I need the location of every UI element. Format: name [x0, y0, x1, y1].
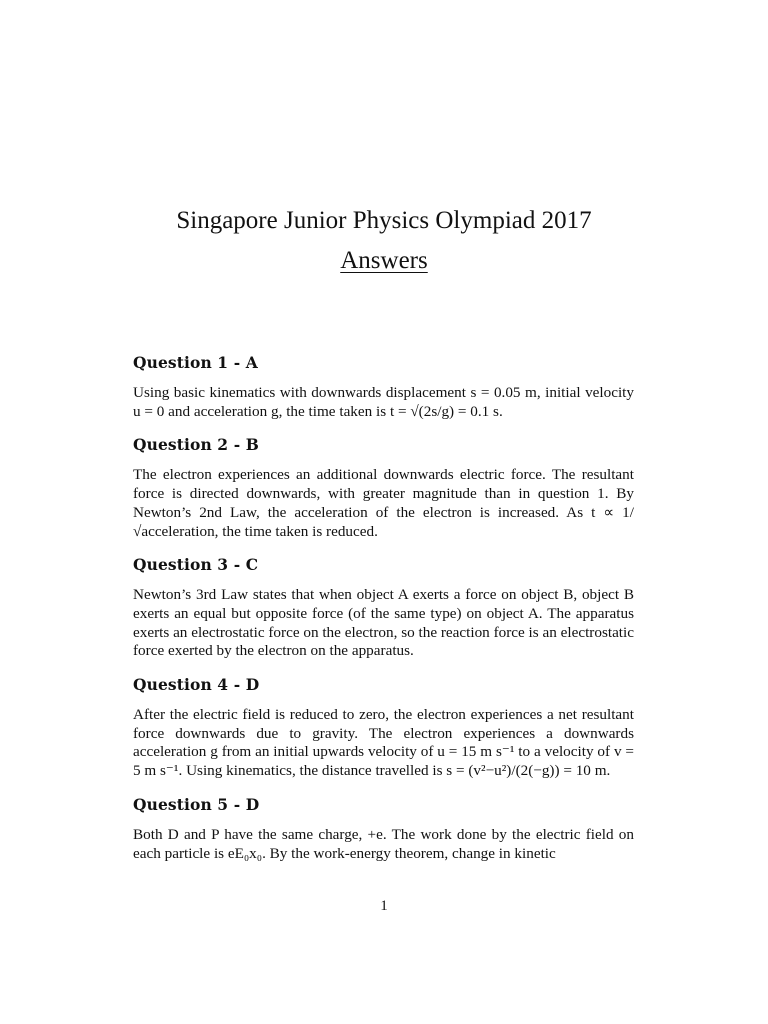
- question-heading: Question 2 - B: [133, 435, 259, 455]
- question-body: Using basic kinematics with downwards displacement s = 0.05 m, initial velocity u = 0 and acceleration g, the time taken is t = √(2s/g) = 0.1 s.: [133, 384, 634, 420]
- question-4: [133, 674, 634, 781]
- question-3: [133, 554, 634, 661]
- question-heading: Question 4 - D: [133, 675, 260, 695]
- question-body: Newton’s 3rd Law states that when object A exerts a force on object B, object B exerts an equal but opposite force (of the same type) on object A. The apparatus exerts an electrostatic force on the electron, so the reaction force is an electrostatic force exerted by the electron on the apparatus.: [133, 586, 634, 660]
- question-5: [133, 794, 634, 863]
- question-2: [133, 434, 634, 541]
- question-heading: Question 3 - C: [133, 555, 259, 575]
- page-number: 1: [380, 898, 388, 914]
- subtitle-text: Answers: [340, 247, 428, 274]
- document-title: Singapore Junior Physics Olympiad 2017: [176, 207, 592, 234]
- question-heading: Question 1 - A: [133, 353, 258, 372]
- question-body: Both D and P have the same charge, +e. The work done by the electric field on each particle is eE₀x₀. By the work-energy theorem, change in kinetic: [133, 825, 634, 862]
- document-subtitle: [0, 244, 768, 278]
- answers-list: [133, 352, 634, 876]
- question-body: The electron experiences an additional downwards electric force. The resultant force is directed downwards, with greater magnitude than in question 1. By Newton’s 2nd Law, the acceleration of the electron is increased. As t ∝ 1/√acceleration, the time taken is reduced.: [133, 466, 634, 540]
- question-heading: Question 5 - D: [133, 794, 260, 814]
- question-1: [133, 352, 634, 421]
- question-body: After the electric field is reduced to zero, the electron experiences a net resultant force downwards due to gravity. The electron experiences a downwards acceleration g from an initial upwards velocity of u = 15 m s⁻¹ to a velocity of v = 5 m s⁻¹. Using kinematics, the distance travelled is s = (v²−u²)/(2(−g)) = 10 m.: [133, 706, 634, 780]
